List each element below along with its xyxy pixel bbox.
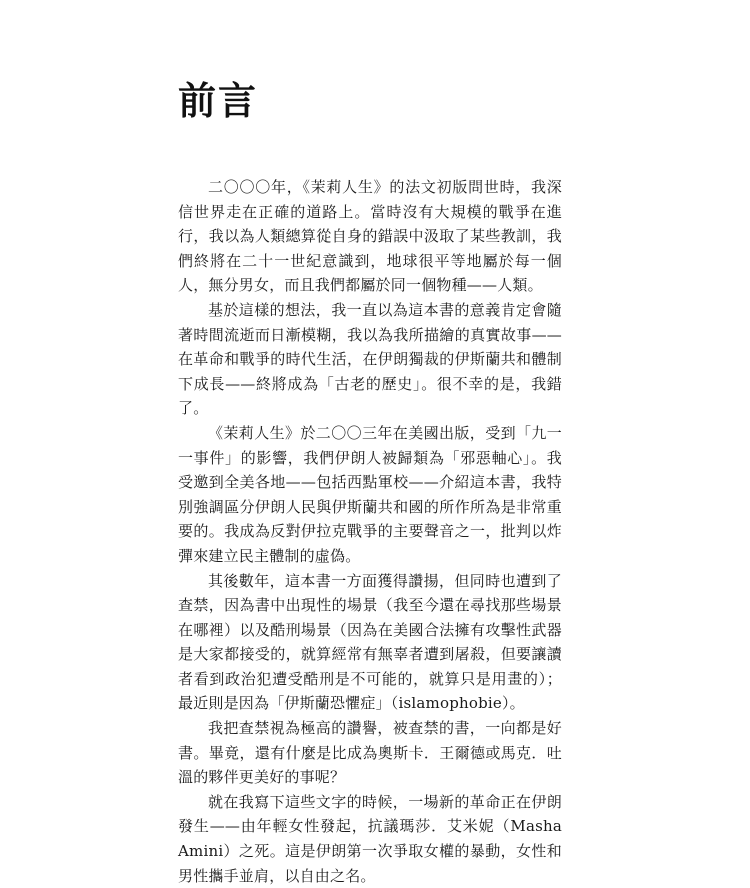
body-text [178,175,562,888]
paragraph-4: 其後數年，這本書一方面獲得讚揚，但同時也遭到了查禁，因為書中出現性的場景（我至今還在尋找那些場景在哪裡）以及酷刑場景（因為在美國合法擁有攻擊性武器是大家都接受的，就算經常有無辜者遭到屠殺，但要讓讀者看到政治犯遭受酷刑是不可能的，就算只是用畫的）；最近則是因為「伊斯蘭恐懼症」（islamophobie）。 [178,571,562,713]
paragraph-1: 二〇〇〇年，《茉莉人生》的法文初版問世時，我深信世界走在正確的道路上。當時沒有大規模的戰爭在進行，我以為人類總算從自身的錯誤中汲取了某些教訓，我們終將在二十一世紀意識到，地球很平等地屬於每一個人，無分男女，而且我們都屬於同一個物種——人類。 [178,178,562,295]
paragraph-3: 《茉莉人生》於二〇〇三年在美國出版，受到「九一一事件」的影響，我們伊朗人被歸類為「邪惡軸心」。我受邀到全美各地——包括西點軍校——介紹這本書，我特別強調區分伊朗人民與伊斯蘭共和國的所作所為是非常重要的。我成為反對伊拉克戰爭的主要聲音之一，批判以炸彈來建立民主體制的虛偽。 [178,423,562,565]
paragraph-5: 我把查禁視為極高的讚譽，被查禁的書，一向都是好書。畢竟，還有什麼是比成為奧斯卡．王爾德或馬克．吐溫的夥伴更美好的事呢？ [178,719,562,787]
paragraph-2: 基於這樣的想法，我一直以為這本書的意義肯定會隨著時間流逝而日漸模糊，我以為我所描繪的真實故事——在革命和戰爭的時代生活，在伊朗獨裁的伊斯蘭共和體制下成長——終將成為「古老的歷史」。很不幸的是，我錯了。 [178,300,562,418]
paragraph-6: 就在我寫下這些文字的時候，一場新的革命正在伊朗發生——由年輕女性發起，抗議瑪莎．艾米妮（Masha Amini）之死。這是伊朗第一次爭取女權的暴動，女性和男性攜手並肩，以自由之名。 [178,792,562,885]
page-title: 前言 [178,79,259,123]
